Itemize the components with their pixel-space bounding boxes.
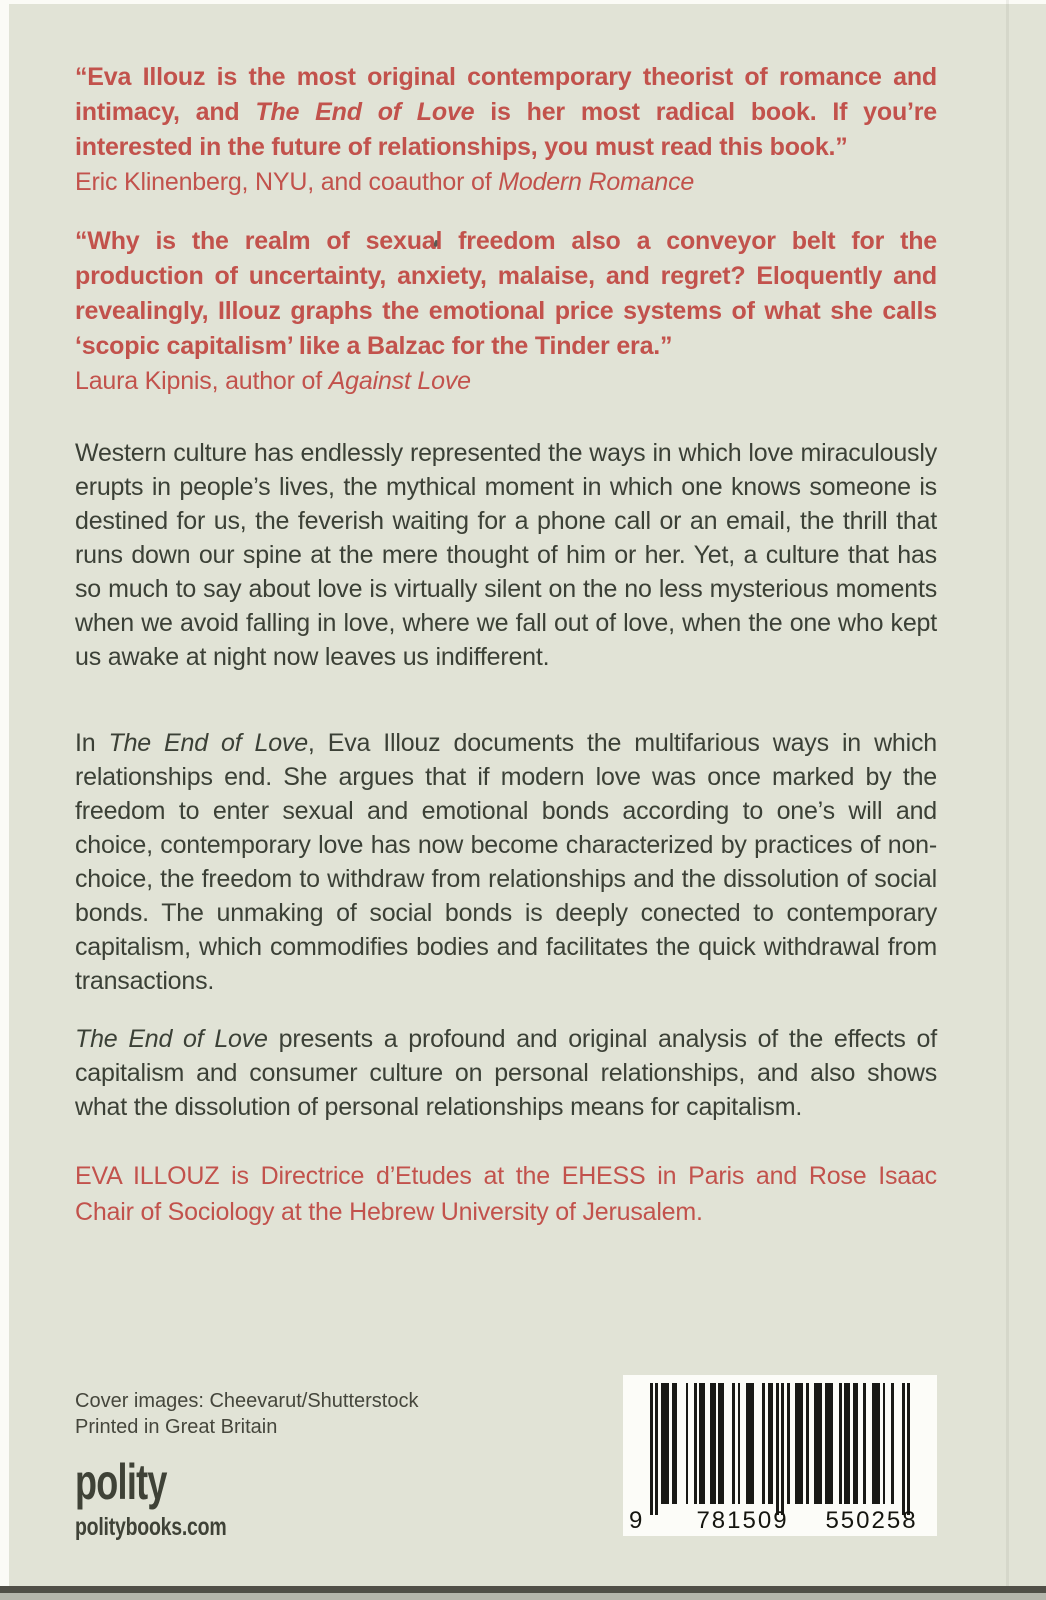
text-segment: presents a profound and original analysis of the effects of capitalism and consumer culture on personal relationships, and also shows what the dissolution of personal relationships means for capitalism. [75, 1025, 937, 1121]
barcode-panel [623, 1375, 937, 1536]
description-paragraph-2 [75, 726, 937, 998]
page-bottom-edge [0, 1586, 1046, 1593]
endorsement-attribution-1 [75, 165, 937, 200]
text-segment: “Eva Illouz is the most original contemporary theorist of romance and intimacy, and [75, 63, 937, 126]
description-paragraph-1 [75, 436, 937, 674]
text-segment: Laura Kipnis, author of [75, 367, 329, 395]
barcode-digit-lead: 9 [629, 1507, 643, 1534]
text-segment-italic: The End of Love [108, 729, 308, 757]
endorsement-block-2 [75, 224, 937, 399]
text-segment: , Eva Illouz documents the multifarious ways in which relationships end. She argues that if modern love was once marked by the freedom to enter sexual and emotional bonds according to one’s will and choice, contemporary love has now become characterized by practices of non-choice, the freedom to withdraw from relationships and the dissolution of social bonds. The unmaking of social bonds is deeply conected to contemporary capitalism, which commodifies bodies and facilitates the quick withdrawal from transactions. [75, 729, 937, 995]
text-segment-italic: Modern Romance [498, 168, 695, 196]
text-segment: In [75, 729, 109, 757]
description-paragraph-3 [75, 1022, 937, 1124]
barcode-bars [650, 1383, 910, 1515]
text-segment: “Why is the realm of sexual freedom also a conveyor belt for the production of uncertainty, anxiety, malaise, and regret? Eloquently and revealingly, Illouz graphs the emotional price systems of what she calls ‘scopic capitalism’ like a Balzac for the Tinder era.” [75, 227, 937, 360]
text-segment: EVA ILLOUZ is Directrice d’Etudes at the EHESS in Paris and Rose Isaac Chair of Sociology at the Hebrew University of Jerusalem. [75, 1162, 937, 1226]
cover-image-credit: Cover images: Cheevarut/Shutterstock [75, 1390, 419, 1412]
author-bio [75, 1158, 937, 1230]
printed-in-note: Printed in Great Britain [75, 1416, 278, 1438]
text-segment: is her most radical book. If you’re interested in the future of relationships, you must read this book.” [75, 98, 937, 161]
polity-logo: polity [75, 1454, 167, 1510]
barcode-digits-left: 781509 [696, 1507, 789, 1534]
cover-crease-line [1006, 0, 1009, 1586]
text-segment-italic: The End of Love [255, 98, 475, 126]
page-left-border [0, 0, 9, 1586]
page-bottom-shadow [0, 1593, 1046, 1600]
text-segment: Eric Klinenberg, NYU, and coauthor of [75, 168, 499, 196]
text-segment-italic: The End of Love [75, 1025, 268, 1053]
endorsement-quote-1 [75, 60, 937, 165]
endorsement-attribution-2 [75, 364, 937, 399]
endorsement-quote-2 [75, 224, 937, 364]
text-segment: Western culture has endlessly represented the ways in which love miraculously erupts in people’s lives, the mythical moment in which one knows someone is destined for us, the feverish waiting for a phone call or an email, the thrill that runs down our spine at the mere thought of him or her. Yet, a culture that has so much to say about love is virtually silent on the no less mysterious moments when we avoid falling in love, where we fall out of love, when the one who kept us awake at night now leaves us indifferent. [75, 439, 937, 671]
text-segment-italic: Against Love [328, 367, 471, 395]
page-top-border [0, 0, 1046, 4]
publisher-website: politybooks.com [75, 1513, 227, 1541]
endorsement-block-1 [75, 60, 937, 200]
barcode-digits-right: 550258 [825, 1507, 918, 1534]
